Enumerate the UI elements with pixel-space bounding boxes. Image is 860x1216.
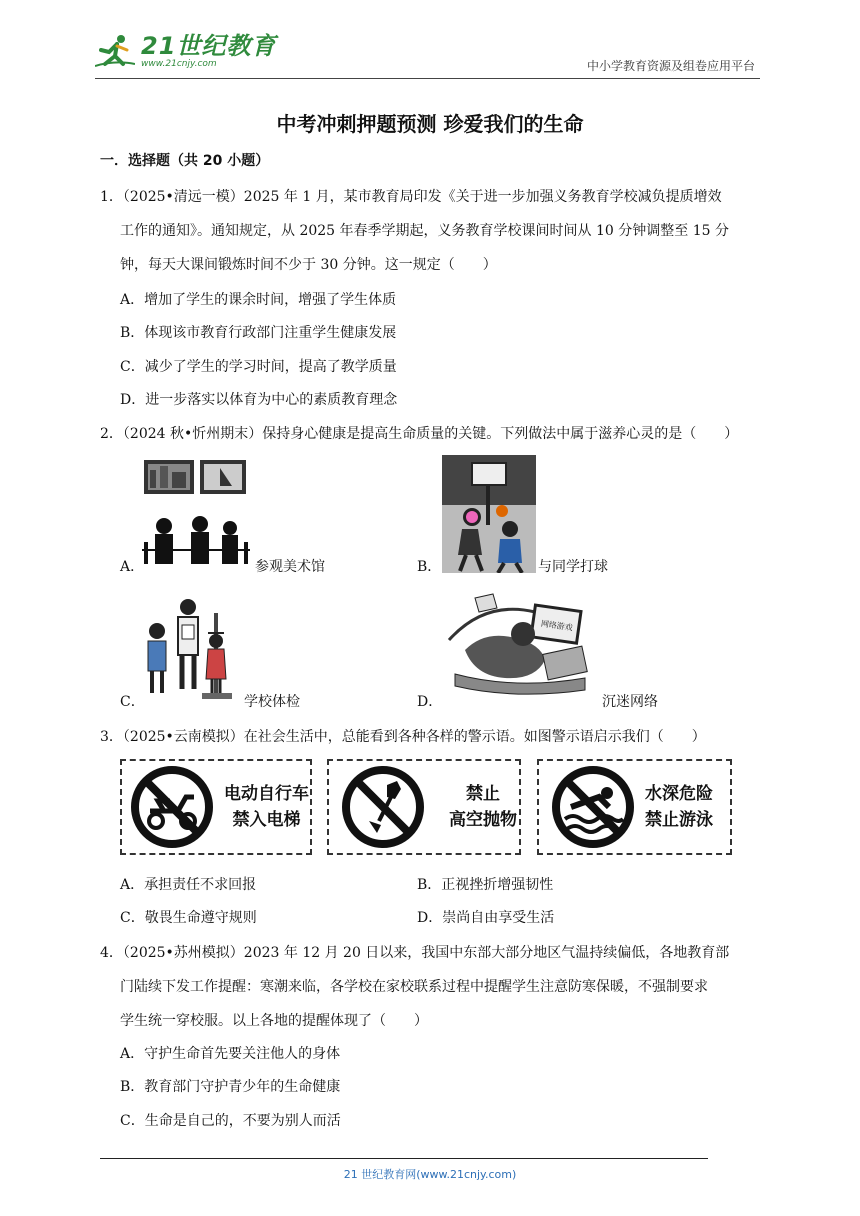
site-logo <box>95 34 276 69</box>
q2-option-b-letter[interactable]: B． <box>417 559 442 575</box>
screen-label: 网络游戏 <box>540 619 574 633</box>
platform-name: 中小学教育资源及组卷应用平台 <box>586 59 755 73</box>
footer-divider <box>100 1158 708 1159</box>
q2-stem: 2．（2024 秋•忻州期末）保持身心健康是提高生命质量的关键。下列做法中属于滋养心灵的是（ ） <box>100 426 739 442</box>
no-ebike-icon <box>128 763 216 851</box>
q4-option-a[interactable]: A．守护生命首先要关注他人的身体 <box>120 1046 341 1062</box>
q1-stem-line: 工作的通知》。通知规定，从 2025 年春季学期起，义务教育学校课间时间从 10 分钟调整至 15 分 <box>120 223 729 239</box>
sign-swimming-line1: 水深危险 <box>645 784 713 804</box>
q2-option-a-letter[interactable]: A． <box>120 559 145 575</box>
q3-option-b[interactable]: B．正视挫折增强韧性 <box>417 877 554 893</box>
page-header <box>95 30 760 79</box>
q3-option-c[interactable]: C．敬畏生命遵守规则 <box>120 910 257 926</box>
sign-swimming-line2: 禁止游泳 <box>645 810 713 830</box>
q2-option-b-caption: 与同学打球 <box>538 559 608 575</box>
logo-text: 21世纪教育 <box>141 32 277 60</box>
q2-option-c-caption: 学校体检 <box>244 694 300 710</box>
footer-link[interactable]: 21 世纪教育网(www.21cnjy.com) <box>343 1168 517 1181</box>
sign-throwing-line1: 禁止 <box>466 784 500 804</box>
q3-stem: 3．（2025•云南模拟）在社会生活中，总能看到各种各样的警示语。如图警示语启示我们（ ） <box>100 729 706 745</box>
q1-option-c[interactable]: C．减少了学生的学习时间，提高了教学质量 <box>120 359 397 375</box>
q4-stem-line: 门陆续下发工作提醒：寒潮来临，各学校在家校联系过程中提醒学生注意防寒保暖，不强制要求 <box>120 979 708 995</box>
no-throwing-icon <box>339 763 427 851</box>
warning-sign-ebike <box>120 759 312 855</box>
q1-option-b[interactable]: B．体现该市教育行政部门注重学生健康发展 <box>120 325 397 341</box>
q1-option-a[interactable]: A．增加了学生的课余时间，增强了学生体质 <box>120 292 397 308</box>
q3-option-d[interactable]: D．崇尚自由享受生活 <box>417 910 555 926</box>
q4-option-b[interactable]: B．教育部门守护青少年的生命健康 <box>120 1079 341 1095</box>
internet-addiction-image <box>445 590 593 700</box>
q2-option-d-letter[interactable]: D． <box>417 694 443 710</box>
q1-stem-line: 1．（2025•清远一模）2025 年 1 月，某市教育局印发《关于进一步加强义务教育学校减负提质增效 <box>100 189 722 205</box>
sign-ebike-line1: 电动自行车 <box>224 784 309 804</box>
page-title: 中考冲刺押题预测 珍爱我们的生命 <box>276 112 584 136</box>
q4-stem-line: 4．（2025•苏州模拟）2023 年 12 月 20 日以来，我国中东部大部分地区气温持续偏低，各地教育部 <box>100 945 730 961</box>
sign-throwing-line2: 高空抛物 <box>449 810 517 830</box>
warning-sign-swimming <box>537 759 732 855</box>
art-museum-image <box>142 456 250 568</box>
warning-sign-throwing <box>327 759 521 855</box>
school-checkup-image <box>142 597 242 701</box>
q4-option-c[interactable]: C．生命是自己的，不要为别人而活 <box>120 1113 341 1129</box>
q2-option-a-caption: 参观美术馆 <box>255 559 325 575</box>
q4-stem-line: 学生统一穿校服。以上各地的提醒体现了（ ） <box>120 1013 428 1029</box>
sign-ebike-line2: 禁入电梯 <box>232 810 301 830</box>
q2-option-c-letter[interactable]: C． <box>120 694 145 710</box>
runner-logo-icon <box>95 34 135 68</box>
q2-option-d-caption: 沉迷网络 <box>602 694 658 710</box>
section-heading: 一．选择题（共 20 小题） <box>100 153 270 169</box>
q1-stem-line: 钟，每天大课间锻炼时间不少于 30 分钟。这一规定（ ） <box>120 257 497 273</box>
q1-option-d[interactable]: D．进一步落实以体育为中心的素质教育理念 <box>120 392 398 408</box>
logo-url: www.21cnjy.com <box>141 59 217 69</box>
no-swimming-icon <box>549 763 637 851</box>
q3-option-a[interactable]: A．承担责任不求回报 <box>120 877 257 893</box>
playing-ball-image <box>442 455 536 573</box>
